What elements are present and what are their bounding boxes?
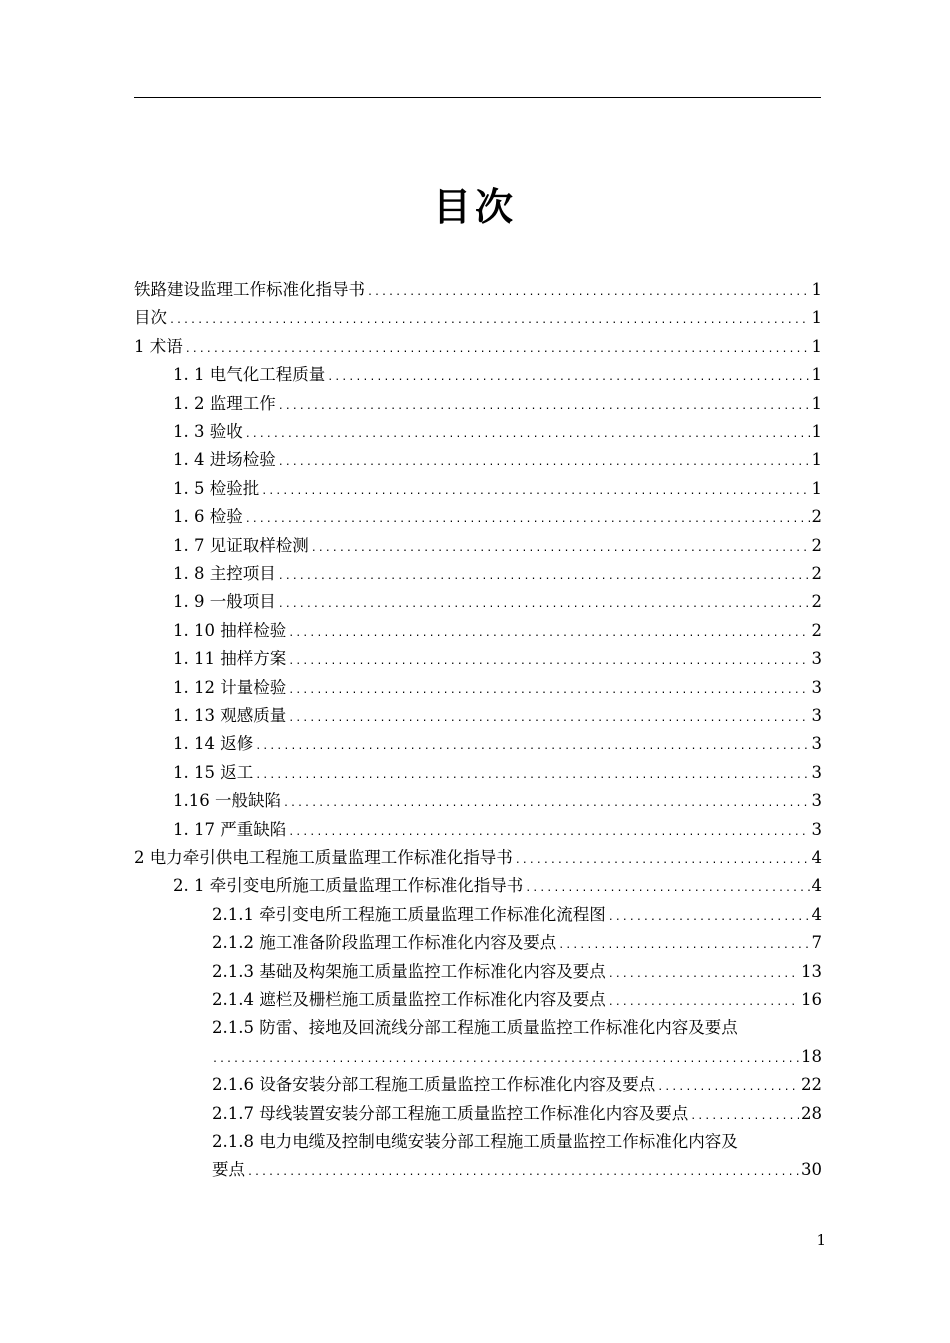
toc-entry-page: 2 xyxy=(811,592,822,611)
toc-entry-page: 16 xyxy=(801,990,822,1009)
toc-leader xyxy=(283,790,810,818)
toc-leader xyxy=(247,1159,799,1187)
toc-entry-title: 1. 1 电气化工程质量 xyxy=(173,365,326,384)
toc-leader xyxy=(278,449,810,477)
toc-entry-title: 1. 3 验收 xyxy=(173,422,243,441)
toc-entry-page: 7 xyxy=(811,933,822,952)
toc-leader xyxy=(608,989,799,1017)
toc-entry-title: 1. 11 抽样方案 xyxy=(173,649,287,668)
toc-leader xyxy=(367,279,810,307)
toc-entry[interactable] xyxy=(173,645,822,673)
toc-entry-title: 2.1.7 母线装置安装分部工程施工质量监控工作标准化内容及要点 xyxy=(212,1104,689,1123)
toc-leader xyxy=(657,1074,799,1102)
toc-entry-title: 目次 xyxy=(134,308,167,327)
toc-entry-title: 2. 1 牵引变电所施工质量监理工作标准化指导书 xyxy=(173,876,524,895)
toc-leader xyxy=(255,762,809,790)
toc-entry[interactable] xyxy=(173,787,822,815)
toc-entry-page: 4 xyxy=(811,848,822,867)
toc-leader xyxy=(608,961,799,989)
toc-entry-title: 1. 14 返修 xyxy=(173,734,254,753)
toc-entry-title: 2.1.3 基础及构架施工质量监控工作标准化内容及要点 xyxy=(212,962,606,981)
toc-leader xyxy=(327,364,809,392)
toc-leader xyxy=(278,393,810,421)
toc-entry-title: 2.1.1 牵引变电所工程施工质量监理工作标准化流程图 xyxy=(212,905,606,924)
toc-entry-title: 1. 17 严重缺陷 xyxy=(173,820,287,839)
toc-entry-title: 2.1.6 设备安装分部工程施工质量监控工作标准化内容及要点 xyxy=(212,1075,656,1094)
toc-entry-page: 1 xyxy=(811,479,822,498)
toc-entry-page: 13 xyxy=(801,962,822,981)
toc-entry-page: 1 xyxy=(811,280,822,299)
toc-entry-title: 1.16 一般缺陷 xyxy=(173,791,281,810)
toc-entry-title: 1. 12 计量检验 xyxy=(173,678,287,697)
toc-entry-title: 2.1.4 遮栏及栅栏施工质量监控工作标准化内容及要点 xyxy=(212,990,606,1009)
toc-entry-page: 3 xyxy=(811,763,822,782)
toc-leader xyxy=(169,307,810,335)
toc-entry-title: 1. 5 检验批 xyxy=(173,479,260,498)
toc-entry-continuation[interactable] xyxy=(212,1156,822,1184)
toc-leader xyxy=(311,535,810,563)
toc-leader xyxy=(245,421,810,449)
toc-entry-title: 1. 13 观感质量 xyxy=(173,706,287,725)
toc-leader xyxy=(185,336,810,364)
toc-entry[interactable] xyxy=(212,1014,822,1042)
header-rule xyxy=(134,97,821,98)
page-number: 1 xyxy=(816,1231,826,1249)
toc-leader xyxy=(515,847,810,875)
toc-entry[interactable] xyxy=(173,475,822,503)
toc-leader xyxy=(212,1046,799,1074)
toc-entry-page: 2 xyxy=(811,507,822,526)
toc-entry[interactable] xyxy=(173,588,822,616)
toc-entry[interactable] xyxy=(212,986,822,1014)
toc-leader xyxy=(288,620,809,648)
toc-entry-page: 4 xyxy=(811,876,822,895)
toc-entry[interactable] xyxy=(134,844,822,872)
toc-entry-page: 2 xyxy=(811,536,822,555)
toc-entry-title: 1 术语 xyxy=(134,337,183,356)
toc-entry-title: 1. 7 见证取样检测 xyxy=(173,536,309,555)
toc-entry[interactable] xyxy=(173,816,822,844)
toc-entry[interactable] xyxy=(173,361,822,389)
toc-entry-page: 3 xyxy=(811,706,822,725)
toc-entry-title: 1. 15 返工 xyxy=(173,763,254,782)
toc-entry[interactable] xyxy=(212,1071,822,1099)
toc-entry-page: 1 xyxy=(811,365,822,384)
toc-entry-page: 30 xyxy=(801,1160,822,1179)
toc-leader xyxy=(278,563,810,591)
toc-leader xyxy=(690,1103,799,1131)
toc-entry-page: 2 xyxy=(811,564,822,583)
toc-leader xyxy=(288,648,809,676)
toc-entry-title: 2.1.5 防雷、接地及回流线分部工程施工质量监控工作标准化内容及要点 xyxy=(212,1018,738,1037)
toc-entry-title: 铁路建设监理工作标准化指导书 xyxy=(134,280,365,299)
toc-entry-page: 22 xyxy=(801,1075,822,1094)
toc-entry-title-continued: 要点 xyxy=(212,1160,245,1179)
toc-entry-page: 3 xyxy=(811,791,822,810)
toc-entry[interactable] xyxy=(173,617,822,645)
toc-entry-page: 1 xyxy=(811,394,822,413)
toc-entry-page: 28 xyxy=(801,1104,822,1123)
toc-entry-page: 3 xyxy=(811,820,822,839)
toc-entry[interactable] xyxy=(173,872,822,900)
toc-entry-title: 2.1.2 施工准备阶段监理工作标准化内容及要点 xyxy=(212,933,557,952)
toc-leader xyxy=(525,875,809,903)
toc-entry-title: 1. 10 抽样检验 xyxy=(173,621,287,640)
toc-entry[interactable] xyxy=(173,759,822,787)
toc-entry-page: 3 xyxy=(811,734,822,753)
toc-entry-page: 1 xyxy=(811,450,822,469)
toc-entry-continuation[interactable] xyxy=(212,1043,822,1071)
toc-entry-title: 2 电力牵引供电工程施工质量监理工作标准化指导书 xyxy=(134,848,513,867)
toc-entry-page: 3 xyxy=(811,678,822,697)
toc-entry[interactable] xyxy=(173,560,822,588)
page-title: 目次 xyxy=(432,184,517,229)
toc-leader xyxy=(278,591,810,619)
toc-entry-title: 1. 4 进场检验 xyxy=(173,450,276,469)
toc-leader xyxy=(558,932,809,960)
toc-entry-title: 1. 8 主控项目 xyxy=(173,564,276,583)
toc-entry-page: 18 xyxy=(801,1047,822,1066)
toc-leader xyxy=(261,478,809,506)
toc-entry[interactable] xyxy=(212,901,822,929)
toc-entry[interactable] xyxy=(173,503,822,531)
toc-entry[interactable] xyxy=(212,958,822,986)
toc-entry[interactable] xyxy=(212,929,822,957)
toc-entry-page: 4 xyxy=(811,905,822,924)
toc-entry-page: 3 xyxy=(811,649,822,668)
toc-entry[interactable] xyxy=(173,418,822,446)
toc-entry-title: 1. 9 一般项目 xyxy=(173,592,276,611)
toc-entry[interactable] xyxy=(212,1100,822,1128)
toc-leader xyxy=(608,904,810,932)
toc-entry[interactable] xyxy=(173,674,822,702)
toc-entry-page: 1 xyxy=(811,308,822,327)
toc-entry[interactable] xyxy=(212,1128,822,1156)
toc-entry[interactable] xyxy=(134,304,822,332)
toc-entry[interactable] xyxy=(173,702,822,730)
toc-entry-title: 1. 6 检验 xyxy=(173,507,243,526)
toc-entry-title: 1. 2 监理工作 xyxy=(173,394,276,413)
toc-entry[interactable] xyxy=(173,446,822,474)
toc-entry[interactable] xyxy=(134,333,822,361)
toc-leader xyxy=(288,705,809,733)
toc-entry-title: 2.1.8 电力电缆及控制电缆安装分部工程施工质量监控工作标准化内容及 xyxy=(212,1132,738,1151)
toc-entry-page: 2 xyxy=(811,621,822,640)
toc-leader xyxy=(255,733,809,761)
toc-entry-page: 1 xyxy=(811,422,822,441)
toc-entry[interactable] xyxy=(134,276,822,304)
toc-leader xyxy=(288,819,809,847)
toc-leader xyxy=(245,506,810,534)
toc-entry[interactable] xyxy=(173,730,822,758)
toc-entry[interactable] xyxy=(173,390,822,418)
toc-entry[interactable] xyxy=(173,532,822,560)
toc-entry-page: 1 xyxy=(811,337,822,356)
toc-leader xyxy=(288,677,809,705)
